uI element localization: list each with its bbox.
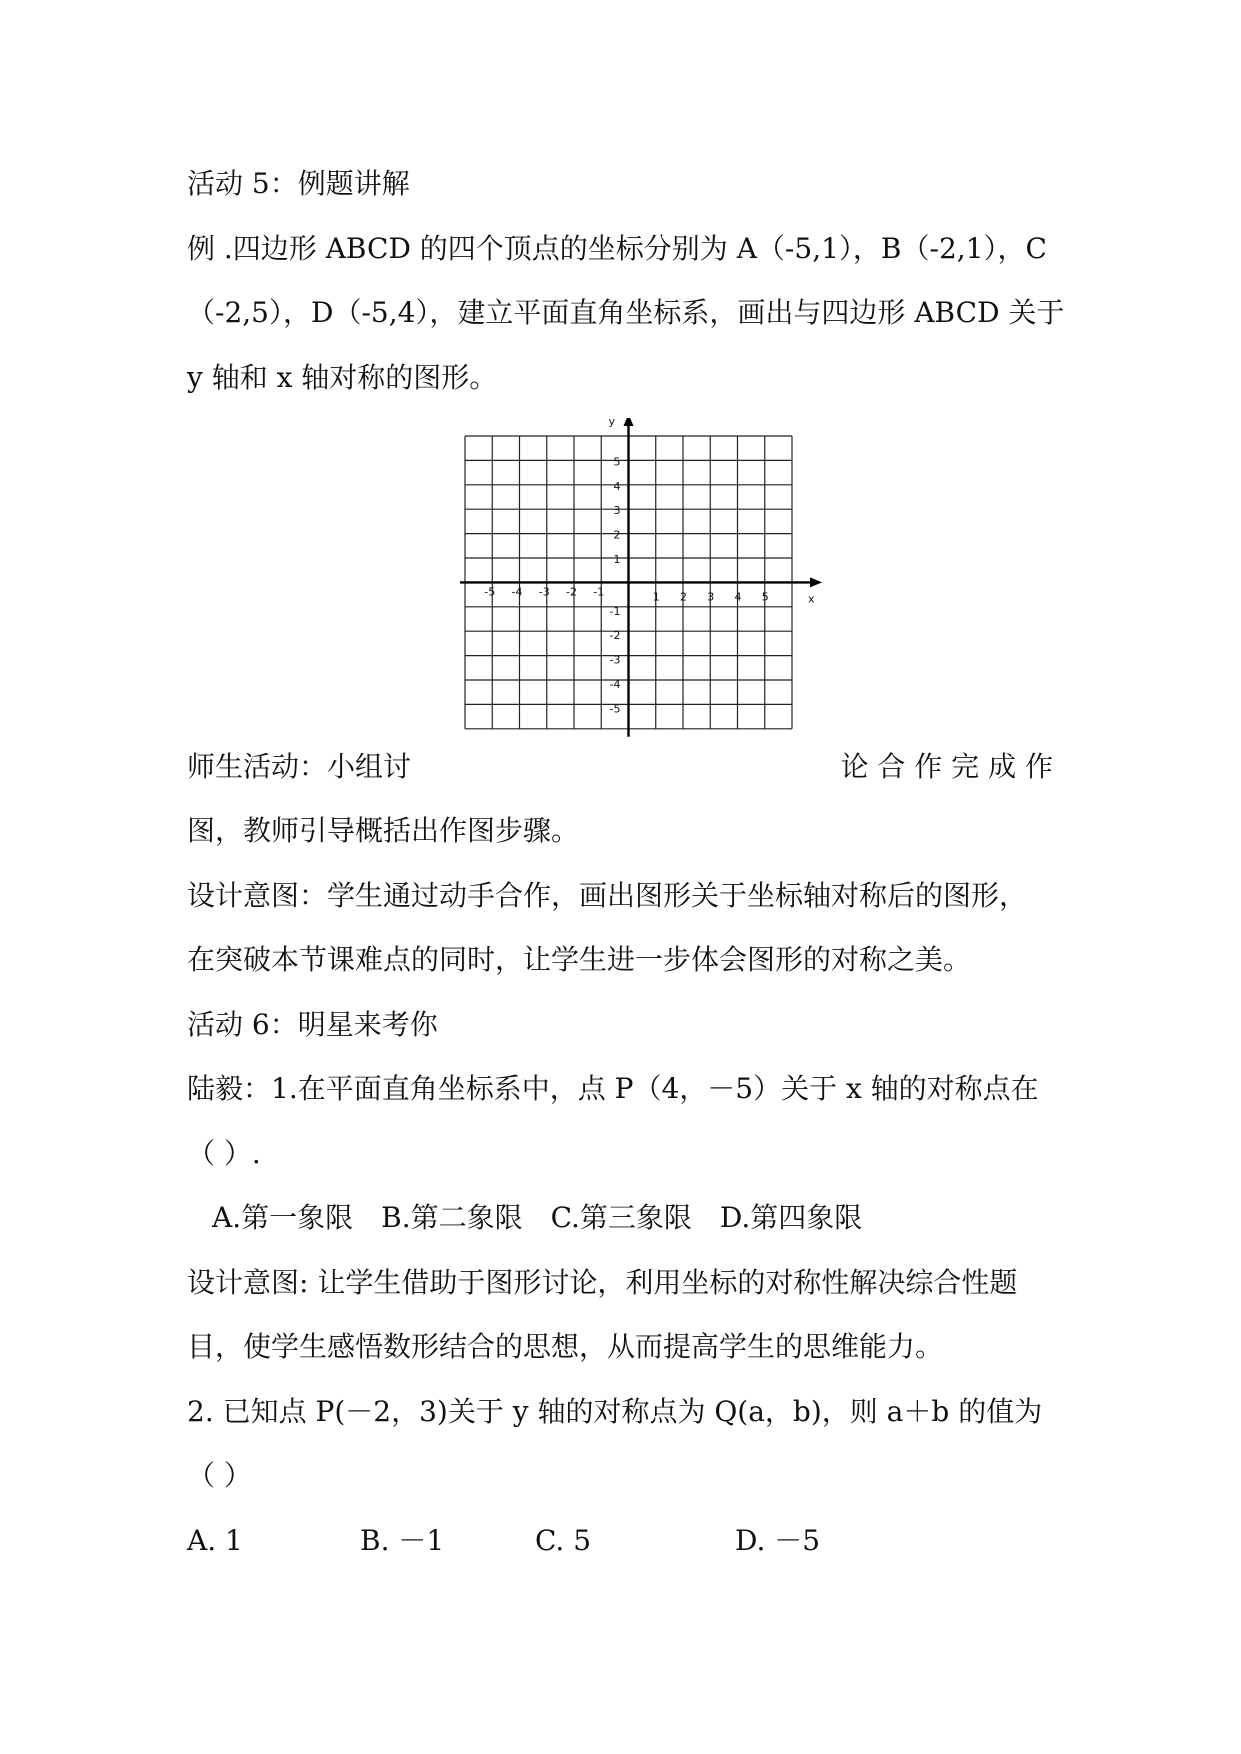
question1-options: A.第一象限 B.第二象限 C.第三象限 D.第四象限 (212, 1201, 863, 1234)
y-tick-label: 4 (613, 479, 621, 493)
y-axis-arrow (624, 418, 634, 426)
y-tick-label: 3 (613, 504, 621, 518)
y-tick-label: 5 (613, 455, 621, 469)
x-tick-label: -4 (511, 585, 523, 599)
y-tick-label: -1 (609, 604, 621, 618)
question2-option-b: B. －1 (360, 1524, 445, 1557)
question2-line-1: 2. 已知点 P(－2，3)关于 y 轴的对称点为 Q(a，b)，则 a＋b 的值为 (187, 1395, 1043, 1428)
question2-option-c: C. 5 (535, 1524, 592, 1557)
design-intent-1-line-1: 设计意图：学生通过动手合作，画出图形关于坐标轴对称后的图形， (187, 879, 1028, 912)
y-tick-label: -4 (609, 678, 621, 691)
y-tick-label: -3 (609, 653, 621, 667)
y-tick-label: -5 (609, 702, 621, 716)
x-axis-label: x (808, 592, 815, 606)
activity5-title: 活动 5：例题讲解 (187, 167, 410, 200)
example-line-2: （-2,5），D（-5,4），建立平面直角坐标系，画出与四边形 ABCD 关于 (187, 296, 1065, 329)
design-intent-2-line-1: 设计意图: 让学生借助于图形讨论，利用坐标的对称性解决综合性题 (187, 1266, 1018, 1299)
x-tick-label: -1 (593, 585, 605, 599)
design-intent-1-line-2: 在突破本节课难点的同时，让学生进一步体会图形的对称之美。 (187, 943, 972, 976)
teacher-student-line-2: 图，教师引导概括出作图步骤。 (187, 814, 580, 847)
design-intent-2-line-2: 目，使学生感悟数形结合的思想，从而提高学生的思维能力。 (187, 1330, 944, 1363)
x-tick-label: 4 (734, 590, 742, 604)
teacher-student-right: 论 合 作 完 成 作 (840, 750, 1053, 783)
x-tick-label: -5 (484, 585, 496, 599)
x-axis-arrow (810, 577, 822, 587)
x-tick-label: 5 (761, 590, 769, 604)
x-tick-label: 1 (652, 590, 660, 604)
question2-option-a: A. 1 (187, 1524, 243, 1557)
y-tick-label: 2 (613, 528, 621, 542)
x-tick-label: 2 (680, 590, 687, 604)
question2-line-2: （ ） (187, 1459, 252, 1492)
question1-line-2: （ ）. (187, 1137, 261, 1170)
example-line-3: y 轴和 x 轴对称的图形。 (187, 361, 498, 394)
x-tick-label: -2 (566, 585, 577, 599)
coordinate-grid-figure (460, 418, 830, 748)
y-tick-label: -2 (609, 629, 621, 643)
example-line-1: 例 .四边形 ABCD 的四个顶点的坐标分别为 A（-5,1），B（-2,1），C (187, 232, 1047, 265)
activity6-title: 活动 6：明星来考你 (187, 1008, 438, 1041)
teacher-student-activity (187, 747, 1053, 787)
y-axis-label: y (608, 418, 616, 428)
question1-line-1: 陆毅：1.在平面直角坐标系中，点 P（4，－5）关于 x 轴的对称点在 (187, 1072, 1039, 1105)
teacher-student-left: 师生活动：小组讨 (187, 750, 412, 783)
x-tick-label: -3 (538, 585, 550, 599)
question2-option-d: D. －5 (735, 1524, 821, 1557)
y-tick-label: 1 (613, 553, 621, 566)
x-tick-label: 3 (707, 590, 715, 604)
